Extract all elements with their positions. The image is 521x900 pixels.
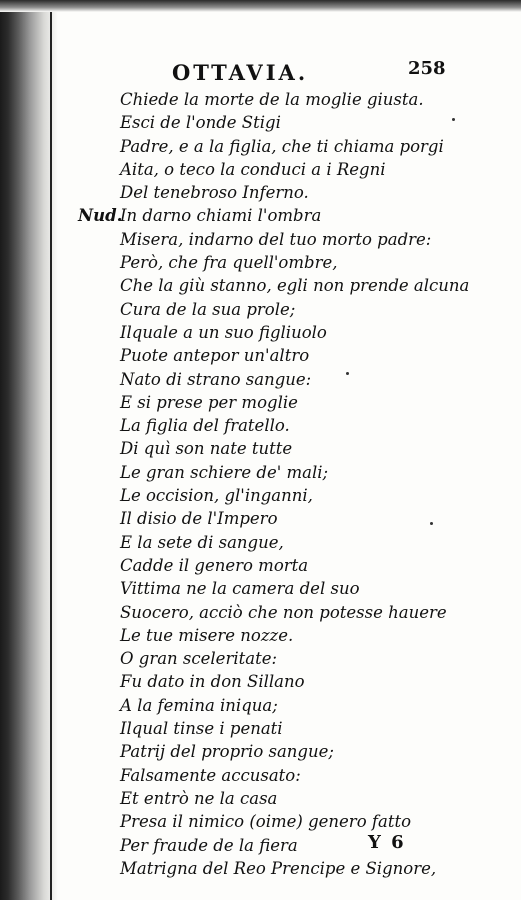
verse-line-text: Che la giù stanno, egli non prende alcuna [120,276,470,296]
page-number: 258 [408,58,446,79]
verse-line [78,857,508,880]
verse-line-text: E si prese per moglie [120,392,298,412]
verse-line-text: Di quì son nate tutte [120,439,293,459]
verse-line [78,321,508,344]
verse-line [78,601,508,624]
verse-line [78,204,508,227]
verse-line [78,647,508,670]
ink-speck [346,372,349,375]
page-header [0,60,521,90]
speaker-label: Nud. [78,206,123,226]
verse-line-text: Fu dato in don Sillano [120,672,305,692]
verse-line-text: Nato di strano sangue: [120,369,312,389]
verse-line [78,368,508,391]
ink-speck [430,522,433,525]
verse-line [78,437,508,460]
verse-line [78,787,508,810]
verse-line [78,507,508,530]
verse-line [78,670,508,693]
verse-line [78,298,508,321]
verse-line-text: Le tue misere nozze. [120,625,294,645]
verse-line-text: Le occision, gl'inganni, [120,486,313,506]
verse-line [78,344,508,367]
verse-line [78,274,508,297]
verse-line-text: Per fraude de la fiera [120,835,298,855]
verse-line-text: Suocero, acciò che non potesse hauere [120,602,447,622]
verse-line-text: Ilquale a un suo figliuolo [120,322,327,342]
verse-line-text: A la femina iniqua; [120,695,278,715]
verse-line [78,834,508,857]
verse-line [78,717,508,740]
verse-line [78,414,508,437]
verse-line-text: Presa il nimico (oime) genero fatto [120,812,412,832]
top-edge-shadow [0,0,521,12]
verse-line-text: Cura de la sua prole; [120,299,296,319]
verse-line [78,391,508,414]
verse-line-text: Aita, o teco la conduci a i Regni [120,159,386,179]
verse-line [78,764,508,787]
verse-line-text: Vittima ne la camera del suo [120,579,360,599]
verse-line [78,135,508,158]
verse-line-text: Matrigna del Reo Prencipe e Signore, [120,858,437,878]
verse-line-text: Chiede la morte de la moglie giusta. [120,90,424,109]
verse-line [78,484,508,507]
verse-line-text: Del tenebroso Inferno. [120,183,309,203]
verse-line-text: Patrij del proprio sangue; [120,742,334,762]
verse-line-text: Il disio de l'Impero [120,509,278,529]
signature-mark: Y 6 [368,832,406,853]
verse-line [78,531,508,554]
verse-line-text: Et entrò ne la casa [120,788,278,808]
verse-line [78,624,508,647]
verse-line-text: In darno chiami l'ombra [120,206,322,226]
verse-line-text: Falsamente accusato: [120,765,301,785]
verse-line-text: Misera, indarno del tuo morto padre: [120,229,432,249]
verse-line [78,461,508,484]
verse-line-text: Cadde il genero morta [120,555,309,575]
verse-text [78,88,508,880]
verse-line-text: Esci de l'onde Stigi [120,113,281,133]
verse-line [78,228,508,251]
verse-line [78,810,508,833]
verse-line-text: O gran sceleritate: [120,649,278,669]
verse-line [78,158,508,181]
verse-line [78,111,508,134]
verse-line [78,251,508,274]
verse-line-text: Le gran schiere de' mali; [120,462,329,482]
verse-line [78,181,508,204]
verse-line-text: La figlia del fratello. [120,416,290,436]
verse-line-text: E la sete di sangue, [120,532,284,552]
verse-line [78,740,508,763]
verse-line-text: Padre, e a la figlia, che ti chiama porgi [120,136,444,156]
verse-line-text: Però, che fra quell'ombre, [120,253,338,273]
gutter-rule [50,0,52,900]
verse-line [78,694,508,717]
verse-line [78,577,508,600]
verse-line-text: Ilqual tinse i penati [120,719,283,739]
verse-line-text: Puote antepor un'altro [120,346,310,366]
ink-speck [452,118,455,121]
verse-line [78,554,508,577]
running-title: OTTAVIA. [172,60,309,85]
verse-line [78,88,508,111]
